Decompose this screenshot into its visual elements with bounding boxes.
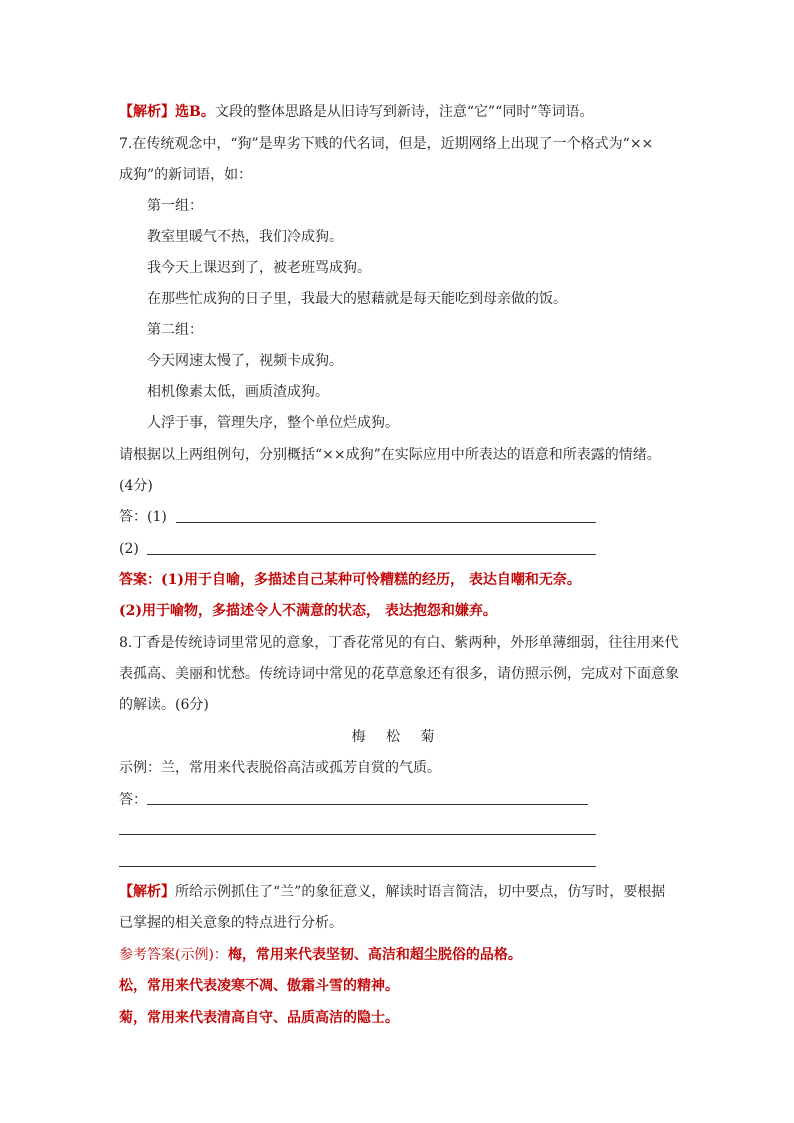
answer-blank-line[interactable] <box>119 834 596 835</box>
q7-group1-example: 我今天上课迟到了，被老班骂成狗。 <box>147 260 371 276</box>
reference-answer: 梅，常用来代表坚韧、高洁和超尘脱俗的品格。 <box>227 947 522 963</box>
reference-label: 参考答案(示例)： <box>119 947 228 963</box>
q7-answer-label-2: (2) <box>119 541 139 557</box>
q8-reference-line-3: 菊，常用来代表清高自守、品质高洁的隐士。 <box>119 1010 399 1026</box>
analysis-text: 文段的整体思路是从旧诗写到新诗，注意“它”“同时”等词语。 <box>214 104 594 120</box>
analysis-line-1 <box>119 102 593 122</box>
q7-group1-example: 在那些忙成狗的日子里，我最大的慰藉就是每天能吃到母亲做的饭。 <box>147 291 567 307</box>
q8-example: 示例：兰，常用来代表脱俗高洁或孤芳自赏的气质。 <box>119 760 441 776</box>
answer-blank-line[interactable] <box>176 522 596 523</box>
answer-blank-line[interactable] <box>147 554 596 555</box>
q7-group2-label: 第二组： <box>147 322 203 338</box>
q8-analysis-line-1 <box>119 882 665 902</box>
q7-group2-example: 人浮于事，管理失序，整个单位烂成狗。 <box>147 415 399 431</box>
q7-line-2: 成狗”的新词语，如： <box>119 167 253 183</box>
q7-group2-example: 今天网速太慢了，视频卡成狗。 <box>147 353 343 369</box>
analysis-text: 所给示例抓住了“兰”的象征意义，解读时语言简洁，切中要点，仿写时，要根据 <box>175 884 666 900</box>
q7-prompt: 请根据以上两组例句，分别概括“××成狗”在实际应用中所表达的语意和所表露的情绪。 <box>119 447 661 463</box>
q8-items: 梅 松 菊 <box>351 729 443 745</box>
q7-line-1: 7.在传统观念中，“狗”是卑劣下贱的代名词，但是，近期网络上出现了一个格式为“×× <box>119 136 654 152</box>
answer-blank-line[interactable] <box>147 804 588 805</box>
answer-pick: 选B。 <box>175 104 215 120</box>
q8-reference-line-2: 松，常用来代表凌寒不凋、傲霜斗雪的精神。 <box>119 978 399 994</box>
q7-group1-example: 教室里暖气不热，我们冷成狗。 <box>147 229 343 245</box>
q8-line-1: 8.丁香是传统诗词里常见的意象，丁香花常见的有白、紫两种，外形单薄细弱，往往用来代 <box>119 635 679 651</box>
q7-score: (4分) <box>119 478 153 494</box>
answer-blank-line[interactable] <box>119 866 596 867</box>
q7-group2-example: 相机像素太低，画质渣成狗。 <box>147 384 329 400</box>
q7-answer-1: 答案：(1)用于自喻，多描述自己某种可怜糟糕的经历， 表达自嘲和无奈。 <box>119 572 581 588</box>
q8-line-3: 的解读。(6分) <box>119 697 209 713</box>
q8-analysis-line-2: 已掌握的相关意象的特点进行分析。 <box>119 915 343 931</box>
q7-answer-label-1: 答：(1) <box>119 509 167 525</box>
analysis-tag: 【解析】 <box>119 884 175 900</box>
q8-reference-line-1 <box>119 945 522 965</box>
analysis-tag: 【解析】 <box>119 104 175 120</box>
q7-answer-2: (2)用于喻物，多描述令人不满意的状态， 表达抱怨和嫌弃。 <box>119 603 497 619</box>
q8-line-2: 表孤高、美丽和忧愁。传统诗词中常见的花草意象还有很多，请仿照示例，完成对下面意象 <box>119 666 679 682</box>
q8-answer-label: 答： <box>119 792 147 808</box>
q7-group1-label: 第一组： <box>147 198 203 214</box>
